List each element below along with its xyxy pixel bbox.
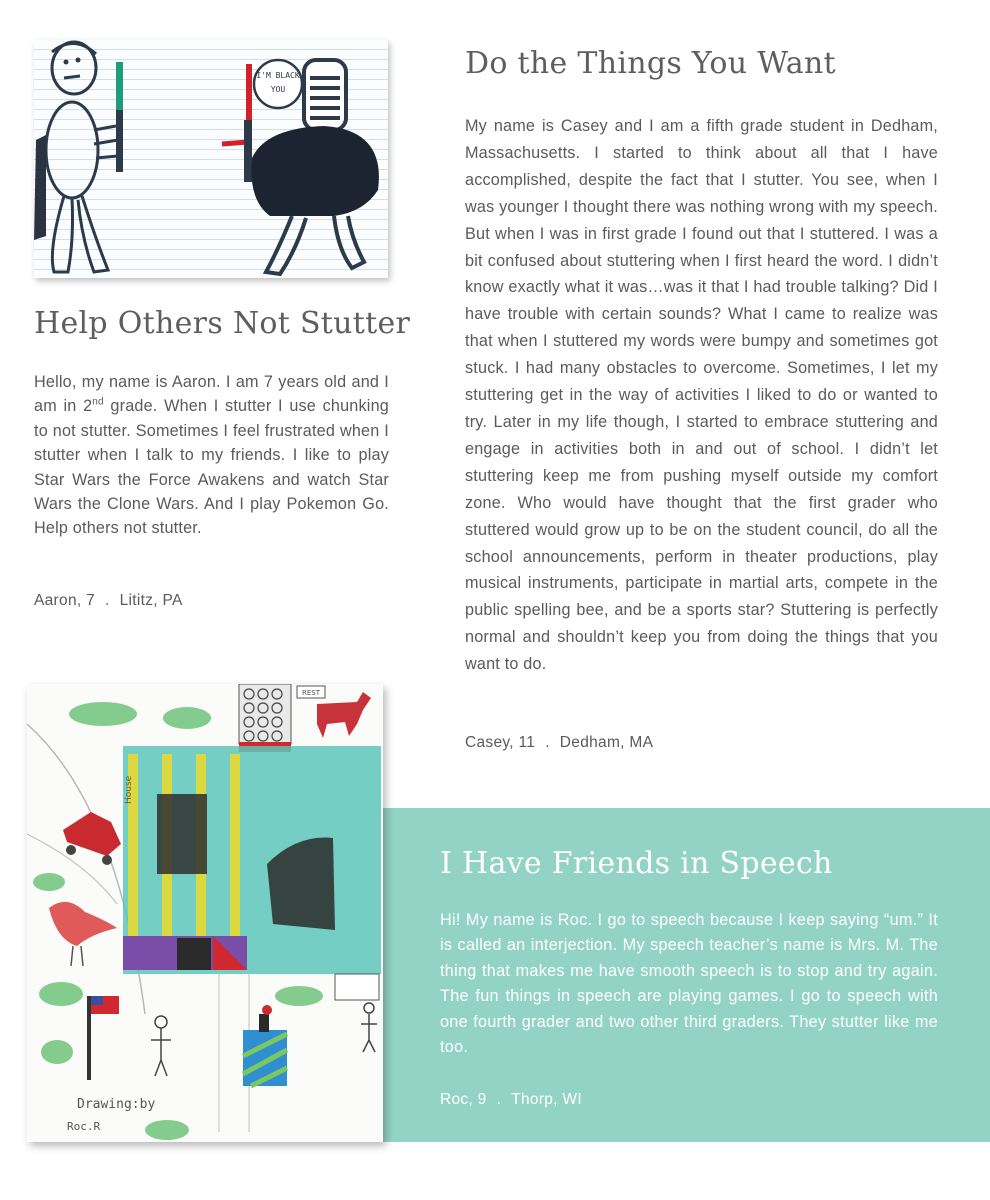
drawing-signature-line-2: Roc.R	[67, 1120, 101, 1133]
child-drawing-scene	[27, 684, 383, 1142]
roc-story-panel	[383, 808, 990, 1142]
drawing-speech-bubble-text: I'M BLACK	[256, 71, 300, 80]
scene-drawing-art	[27, 684, 383, 1142]
roc-story-title: I Have Friends in Speech	[440, 846, 833, 881]
ordinal-suffix: nd	[92, 397, 104, 409]
roc-byline: Roc, 9 . Thorp, WI	[440, 1091, 582, 1108]
casey-story-title: Do the Things You Want	[465, 46, 836, 81]
aaron-byline: Aaron, 7 . Lititz, PA	[34, 592, 183, 609]
drawing-house-label: House	[124, 775, 134, 804]
star-wars-drawing-art	[34, 40, 388, 278]
child-drawing-star-wars	[34, 40, 388, 278]
drawing-signature-line-1: Drawing:by	[77, 1097, 156, 1112]
svg-text:YOU: YOU	[270, 85, 286, 94]
aaron-story-title: Help Others Not Stutter	[34, 306, 411, 341]
casey-story-body: My name is Casey and I am a fifth grade student in Dedham, Massachusetts. I started to think about all that I have accomplished, despite the fact that I stutter. You see, when I was younger I thought there was nothing wrong with my speech. But when I was in first grade I found out that I stuttered. I was a bit confused about stuttering when I first heard the word. I didn’t know exactly what it was…was it that I had trouble talking? Did I have trouble with certain sounds? What I came to realize was that when I stuttered my words were bumpy and sometimes got stuck. I had many obstacles to overcome. Sometimes, I let my stuttering get in the way of activities I liked to do or wanted to try. Later in my life though, I started to embrace stuttering and engage in activities both in and out of school. I didn’t let stuttering keep me from pushing myself outside my comfort zone. Who would have thought that the first grader who stuttered would grow up to be on the student council, do all the school announcements, perform in theater productions, play musical instruments, participate in martial arts, compete in the public spelling bee, and be a sports star? Stuttering is perfectly normal and shouldn’t keep you from doing the things that you want to do.	[465, 117, 938, 674]
drawing-sign-text: REST	[301, 689, 321, 697]
roc-story-body: Hi! My name is Roc. I go to speech because I keep saying “um.” It is called an interjection. My speech teacher’s name is Mrs. M. The thing that makes me have smooth speech is to stop and try again. The fun things in speech are playing games. I go to speech with one fourth grader and two other third graders. They stutter like me too.	[440, 911, 938, 1057]
casey-byline: Casey, 11 . Dedham, MA	[465, 734, 654, 751]
aaron-story-body: Hello, my name is Aaron. I am 7 years old and I am in 2nd grade. When I stutter I use chunking to not stutter. Sometimes I feel frustrated when I stutter when I talk to my friends. I like to play Star Wars the Force Awakens and watch Star Wars the Clone Wars. And I play Pokemon Go. Help others not stutter.	[34, 373, 389, 538]
